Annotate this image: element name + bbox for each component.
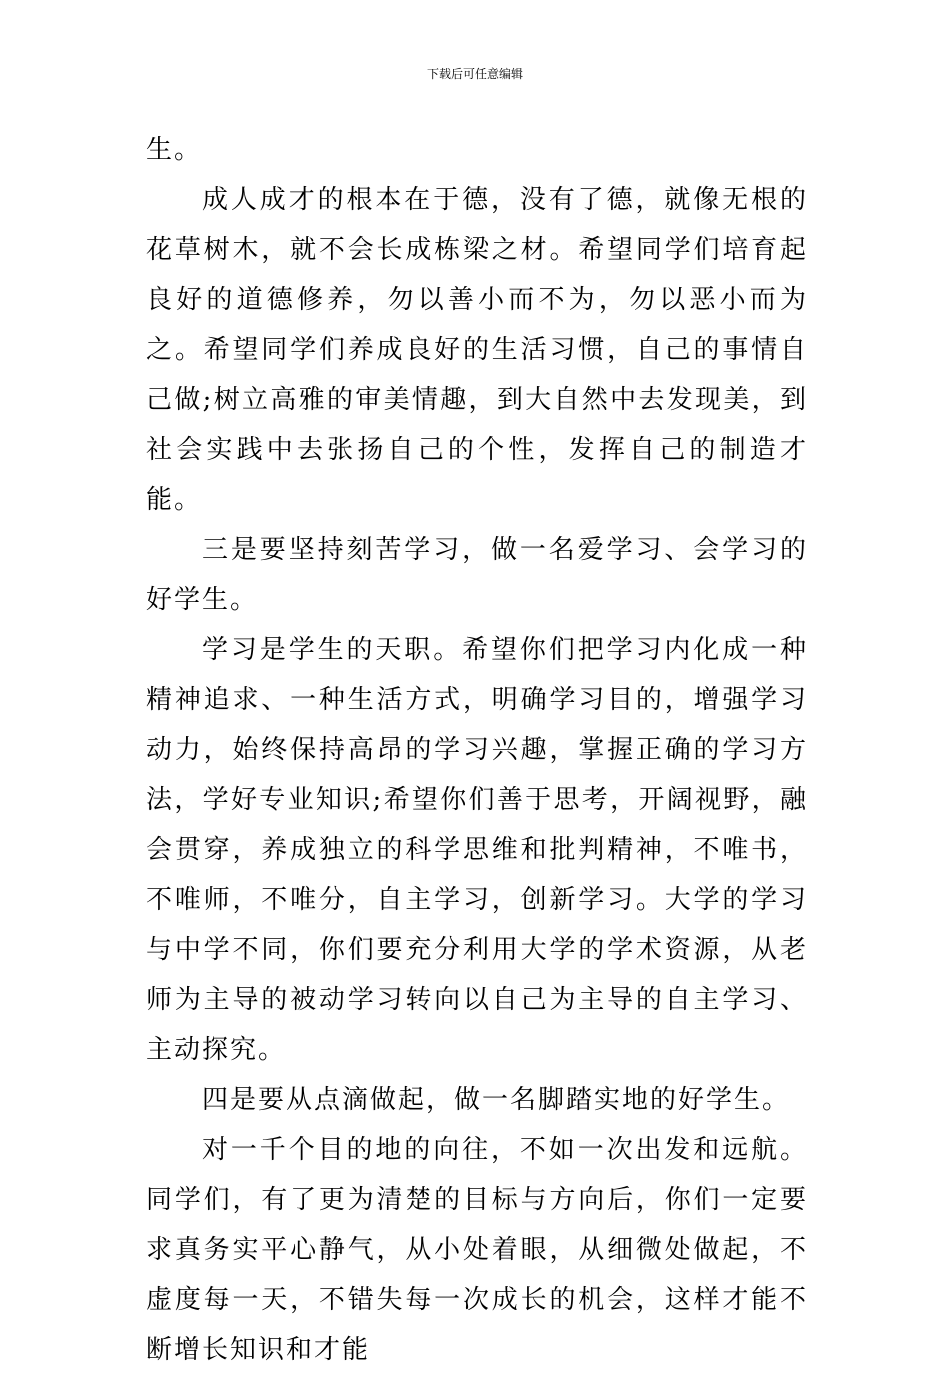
paragraph: 学习是学生的天职。希望你们把学习内化成一种精神追求、一种生活方式，明确学习目的，增强学习动力，始终保持高昂的学习兴趣，掌握正确的学习方法，学好专业知识;希望你们善于思考，开阔视野，融会贯穿，养成独立的科学思维和批判精神，不唯书，不唯师，不唯分，自主学习，创新学习。大学的学习与中学不同，你们要充分利用大学的学术资源，从老师为主导的被动学习转向以自己为主导的自主学习、主动探究。 (146, 635, 808, 1065)
paragraph: 生。 (146, 135, 203, 165)
paragraph: 成人成才的根本在于德，没有了德，就像无根的花草树木，就不会长成栋梁之材。希望同学们培育起良好的道德修养，勿以善小而不为，勿以恶小而为之。希望同学们养成良好的生活习惯，自己的事情自己做;树立高雅的审美情趣，到大自然中去发现美，到社会实践中去张扬自己的个性，发挥自己的制造才能。 (146, 185, 808, 515)
paragraph: 三是要坚持刻苦学习，做一名爱学习、会学习的好学生。 (146, 535, 808, 615)
paragraph: 对一千个目的地的向往，不如一次出发和远航。同学们，有了更为清楚的目标与方向后，你们一定要求真务实平心静气，从小处着眼，从细微处做起，不虚度每一天，不错失每一次成长的机会，这样才能不断增长知识和才能 (146, 1135, 808, 1365)
paragraph: 四是要从点滴做起，做一名脚踏实地的好学生。 (202, 1085, 791, 1115)
page-header-note: 下载后可任意编辑 (426, 67, 523, 81)
document-body (146, 125, 808, 1375)
